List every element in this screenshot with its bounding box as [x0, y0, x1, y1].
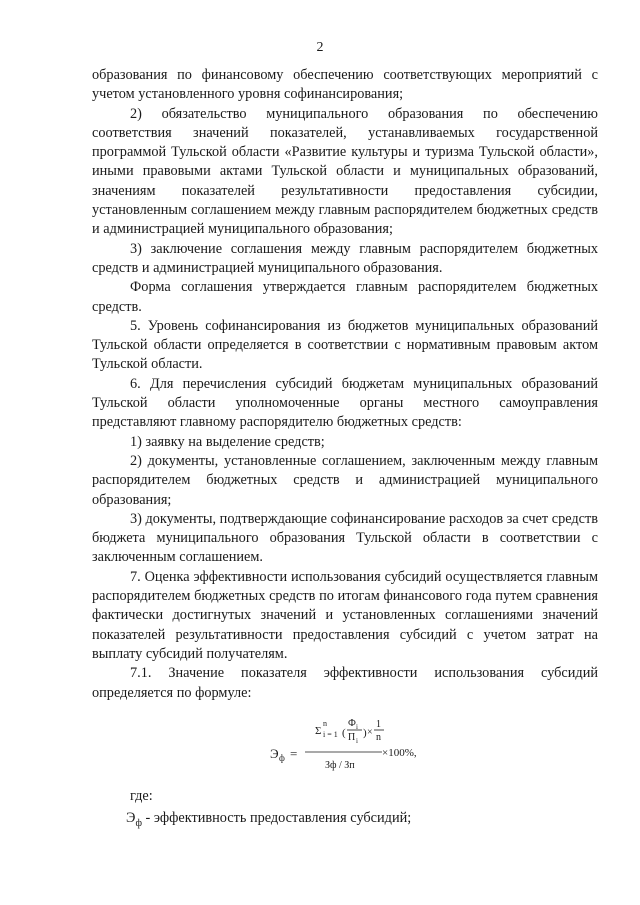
paragraph: 2) документы, установленные соглашением, заключенным между главным распорядителем бюджетных средств и администрацией муниципального образования;: [92, 452, 598, 508]
paragraph: 7. Оценка эффективности использования субсидий осуществляется главным распорядителем бюджетных средств по итогам финансового года путем сравнения фактически достигнутых значений и установленных соглашениями значений показателей результативности предоставления субсидий с учетом затрат на выплату субсидий получателям.: [92, 568, 598, 662]
formula-frac-num-sub: i: [356, 723, 358, 731]
efficiency-formula: [270, 712, 430, 772]
formula-sum-upper: n: [323, 719, 327, 728]
formula-frac-den-sub: i: [356, 737, 358, 745]
paragraph: 5. Уровень софинансирования из бюджетов муниципальных образований Тульской области определяется в соответствии с нормативным правовым актом Тульской области.: [92, 317, 598, 373]
paragraph: 2) обязательство муниципального образования по обеспечению соответствия значений показателей, устанавливаемых государственной программой Тульской области «Развитие культуры и туризма Тульской области», иными правовыми актами Тульской области и муниципальных образований, значениям показателей результативности предоставления субсидии, установленным соглашением между главным распорядителем бюджетных средств и администрацией муниципального образования;: [92, 105, 598, 238]
definition-line: [126, 810, 411, 829]
formula-frac-den: П: [348, 732, 356, 743]
paragraph: 3) документы, подтверждающие софинансирование расходов за счет средств бюджета муниципального образования Тульской области в соответствии с заключенным соглашением.: [92, 510, 598, 566]
formula-tail: ×100%,: [382, 747, 417, 759]
formula-equals: =: [290, 746, 298, 761]
formula-n: n: [376, 732, 381, 743]
definition-text: - эффективность предоставления субсидий;: [141, 810, 412, 826]
svg-text:(: (: [342, 727, 346, 739]
document-body: [92, 66, 598, 703]
formula-lhs-sub: ф: [279, 753, 285, 763]
page-number: 2: [316, 40, 324, 55]
paragraph: Форма соглашения утверждается главным распорядителем бюджетных средств.: [92, 279, 598, 315]
where-label: где:: [130, 788, 153, 804]
formula-denominator: Зф / Зп: [325, 760, 355, 771]
paragraph: 6. Для перечисления субсидий бюджетам муниципальных образований Тульской области уполномоченные органы местного самоуправления представляют главному распорядителю бюджетных средств:: [92, 375, 598, 431]
formula-frac-num: Ф: [348, 718, 356, 729]
paragraph: 7.1. Значение показателя эффективности использования субсидий определяется по формуле:: [92, 665, 598, 701]
svg-text:): ): [363, 727, 367, 739]
paragraph: 3) заключение соглашения между главным распорядителем бюджетных средств и администрацией муниципального образования.: [92, 240, 598, 276]
formula-one: 1: [376, 719, 381, 730]
definition-symbol-sub: ф: [135, 817, 142, 829]
formula-times: ×: [367, 727, 373, 738]
formula-sum-lower: i = 1: [323, 730, 338, 739]
formula-sum: Σ: [315, 725, 322, 737]
definition-symbol: Э: [126, 810, 136, 826]
formula-lhs: Э: [270, 746, 279, 761]
paragraph: 1) заявку на выделение средств;: [130, 433, 325, 450]
paragraph: образования по финансовому обеспечению соответствующих мероприятий с учетом установленного уровня софинансирования;: [92, 67, 598, 103]
